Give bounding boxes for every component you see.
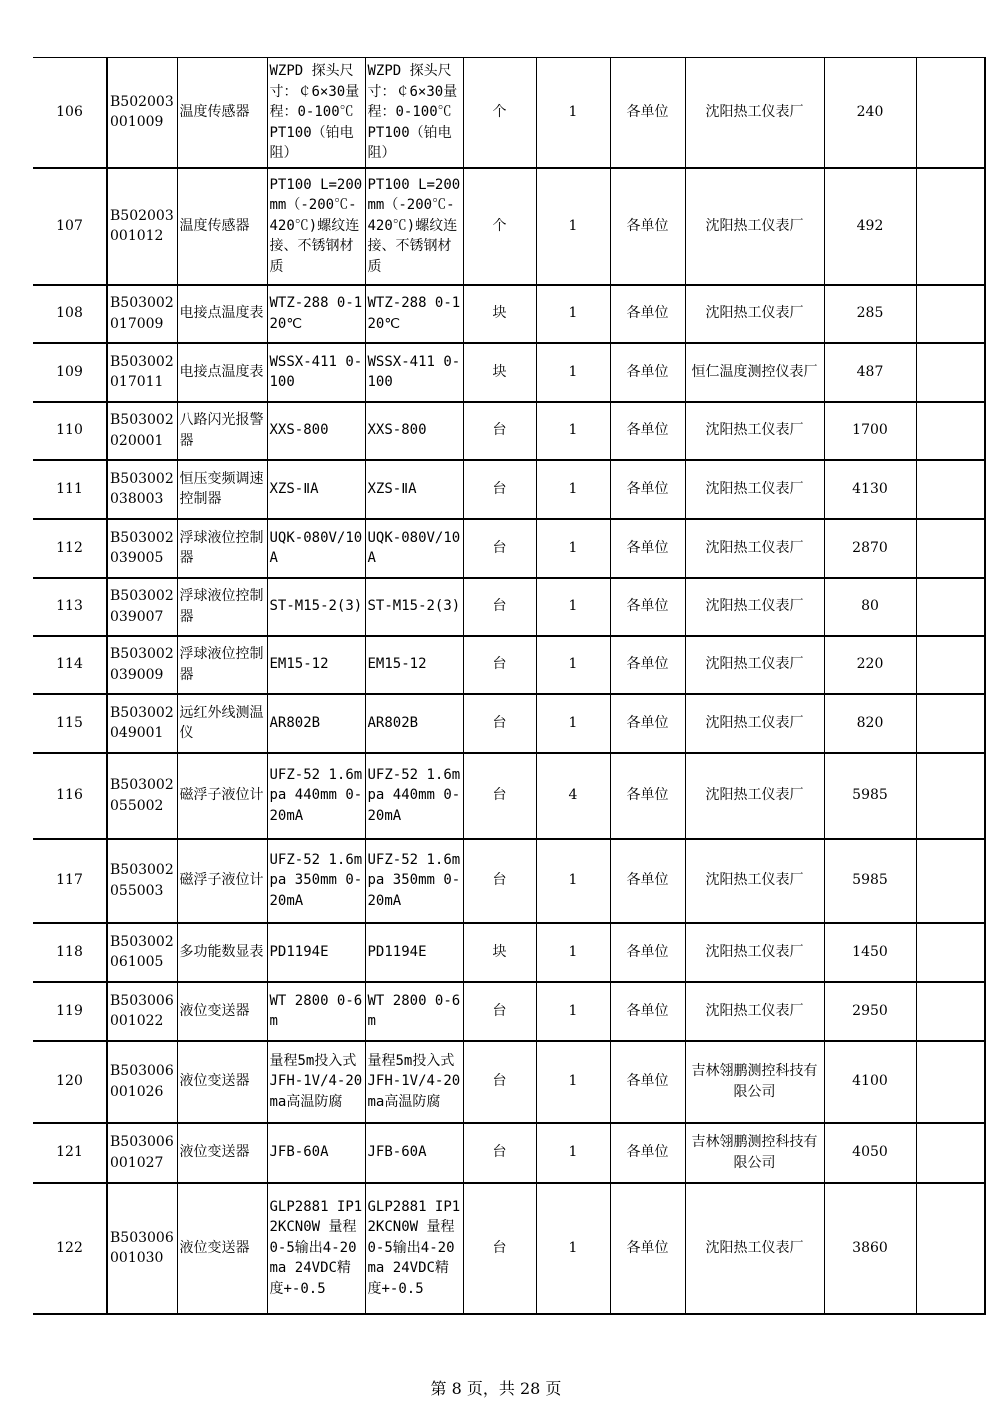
cell-name: 多功能数显表 [177,923,267,982]
cell-name: 磁浮子液位计 [177,839,267,923]
cell-blank [916,1123,985,1183]
cell-price: 2950 [824,982,916,1041]
cell-unit: 块 [463,285,536,343]
cell-unit: 台 [463,460,536,519]
cell-no: 106 [33,58,107,168]
table-row [33,1123,985,1183]
cell-unit: 个 [463,168,536,285]
cell-price: 240 [824,58,916,168]
cell-spec: WTZ-288 0-120℃ [267,285,365,343]
cell-dept: 各单位 [610,753,685,839]
table-row [33,519,985,578]
cell-qty: 1 [536,694,610,753]
cell-dept: 各单位 [610,460,685,519]
cell-spec2: UQK-080V/10A [365,519,463,578]
cell-price: 820 [824,694,916,753]
cell-qty: 1 [536,460,610,519]
cell-name: 液位变送器 [177,1183,267,1314]
cell-name: 浮球液位控制器 [177,636,267,694]
cell-qty: 1 [536,923,610,982]
table-row [33,58,985,168]
price-table [33,57,986,1315]
cell-no: 110 [33,402,107,460]
table-row [33,1041,985,1123]
cell-spec: WZPD 探头尺寸：￠6×30量程：0-100℃ PT100（铂电阻） [267,58,365,168]
cell-unit: 台 [463,636,536,694]
cell-dept: 各单位 [610,982,685,1041]
cell-maker: 沈阳热工仪表厂 [685,1183,824,1314]
table-row [33,694,985,753]
cell-code: B503006001027 [107,1123,177,1183]
cell-qty: 1 [536,982,610,1041]
cell-name: 浮球液位控制器 [177,519,267,578]
cell-spec2: UFZ-52 1.6mpa 350mm 0-20mA [365,839,463,923]
cell-qty: 1 [536,1041,610,1123]
table-row [33,460,985,519]
cell-dept: 各单位 [610,58,685,168]
cell-spec2: WT 2800 0-6m [365,982,463,1041]
cell-maker: 沈阳热工仪表厂 [685,58,824,168]
cell-spec2: WTZ-288 0-120℃ [365,285,463,343]
cell-maker: 沈阳热工仪表厂 [685,168,824,285]
cell-code: B503002020001 [107,402,177,460]
cell-price: 5985 [824,753,916,839]
cell-code: B503002055002 [107,753,177,839]
cell-spec: PT100 L=200mm（-200℃-420℃)螺纹连接、不锈钢材质 [267,168,365,285]
cell-spec: UFZ-52 1.6mpa 440mm 0-20mA [267,753,365,839]
cell-dept: 各单位 [610,1183,685,1314]
cell-unit: 台 [463,1183,536,1314]
cell-no: 113 [33,578,107,636]
cell-price: 4130 [824,460,916,519]
cell-blank [916,285,985,343]
cell-maker: 沈阳热工仪表厂 [685,402,824,460]
cell-maker: 吉林翎鹏测控科技有限公司 [685,1123,824,1183]
cell-price: 220 [824,636,916,694]
cell-blank [916,168,985,285]
cell-no: 122 [33,1183,107,1314]
cell-name: 液位变送器 [177,1123,267,1183]
cell-spec: UQK-080V/10A [267,519,365,578]
cell-qty: 4 [536,753,610,839]
cell-price: 4050 [824,1123,916,1183]
cell-no: 120 [33,1041,107,1123]
table-row [33,982,985,1041]
cell-maker: 沈阳热工仪表厂 [685,982,824,1041]
cell-spec: UFZ-52 1.6mpa 350mm 0-20mA [267,839,365,923]
table-row [33,923,985,982]
table-row [33,578,985,636]
cell-price: 1700 [824,402,916,460]
cell-code: B503006001030 [107,1183,177,1314]
cell-spec: PD1194E [267,923,365,982]
cell-price: 1450 [824,923,916,982]
cell-spec2: WSSX-411 0-100 [365,343,463,402]
cell-code: B503002017009 [107,285,177,343]
cell-maker: 沈阳热工仪表厂 [685,636,824,694]
cell-blank [916,636,985,694]
cell-maker: 沈阳热工仪表厂 [685,839,824,923]
cell-maker: 沈阳热工仪表厂 [685,285,824,343]
cell-code: B503002061005 [107,923,177,982]
cell-name: 电接点温度表 [177,343,267,402]
table-row [33,636,985,694]
cell-price: 4100 [824,1041,916,1123]
cell-no: 107 [33,168,107,285]
cell-qty: 1 [536,578,610,636]
cell-price: 3860 [824,1183,916,1314]
cell-name: 电接点温度表 [177,285,267,343]
cell-unit: 台 [463,519,536,578]
cell-blank [916,460,985,519]
cell-spec2: UFZ-52 1.6mpa 440mm 0-20mA [365,753,463,839]
cell-spec2: GLP2881 IP12KCN0W 量程0-5输出4-20ma 24VDC精度+-0.5 [365,1183,463,1314]
cell-dept: 各单位 [610,578,685,636]
cell-code: B503002039007 [107,578,177,636]
cell-code: B503002055003 [107,839,177,923]
cell-dept: 各单位 [610,168,685,285]
cell-blank [916,519,985,578]
cell-blank [916,1041,985,1123]
table-row [33,343,985,402]
cell-blank [916,923,985,982]
cell-qty: 1 [536,343,610,402]
cell-code: B503006001026 [107,1041,177,1123]
cell-unit: 台 [463,753,536,839]
cell-unit: 台 [463,1123,536,1183]
cell-blank [916,839,985,923]
cell-code: B503002038003 [107,460,177,519]
cell-blank [916,343,985,402]
cell-spec: JFB-60A [267,1123,365,1183]
cell-spec2: AR802B [365,694,463,753]
cell-qty: 1 [536,285,610,343]
cell-unit: 块 [463,343,536,402]
cell-blank [916,402,985,460]
table-row [33,402,985,460]
cell-no: 118 [33,923,107,982]
cell-spec: ST-M15-2(3) [267,578,365,636]
cell-maker: 沈阳热工仪表厂 [685,519,824,578]
cell-no: 116 [33,753,107,839]
cell-name: 磁浮子液位计 [177,753,267,839]
cell-name: 液位变送器 [177,982,267,1041]
table-row [33,1183,985,1314]
cell-qty: 1 [536,1183,610,1314]
cell-spec2: WZPD 探头尺寸：￠6×30量程：0-100℃ PT100（铂电阻） [365,58,463,168]
cell-no: 121 [33,1123,107,1183]
cell-spec2: EM15-12 [365,636,463,694]
cell-unit: 个 [463,58,536,168]
cell-maker: 沈阳热工仪表厂 [685,578,824,636]
cell-name: 温度传感器 [177,58,267,168]
cell-spec2: XZS-ⅡA [365,460,463,519]
cell-code: B503006001022 [107,982,177,1041]
page-footer: 第 8 页，共 28 页 [430,1379,562,1398]
cell-name: 远红外线测温仪 [177,694,267,753]
cell-spec: 量程5m投入式 JFH-1V/4-20ma高温防腐 [267,1041,365,1123]
cell-spec: GLP2881 IP12KCN0W 量程0-5输出4-20ma 24VDC精度+-0.5 [267,1183,365,1314]
cell-qty: 1 [536,58,610,168]
cell-dept: 各单位 [610,519,685,578]
cell-dept: 各单位 [610,402,685,460]
cell-maker: 沈阳热工仪表厂 [685,694,824,753]
cell-blank [916,1183,985,1314]
cell-no: 109 [33,343,107,402]
cell-price: 80 [824,578,916,636]
cell-unit: 台 [463,839,536,923]
cell-price: 487 [824,343,916,402]
cell-no: 115 [33,694,107,753]
cell-spec: EM15-12 [267,636,365,694]
cell-blank [916,753,985,839]
cell-name: 浮球液位控制器 [177,578,267,636]
cell-dept: 各单位 [610,923,685,982]
cell-blank [916,694,985,753]
cell-no: 111 [33,460,107,519]
cell-code: B503002039009 [107,636,177,694]
cell-spec: WSSX-411 0-100 [267,343,365,402]
cell-price: 492 [824,168,916,285]
cell-no: 108 [33,285,107,343]
cell-qty: 1 [536,636,610,694]
cell-unit: 台 [463,1041,536,1123]
cell-unit: 台 [463,402,536,460]
cell-qty: 1 [536,168,610,285]
cell-name: 恒压变频调速控制器 [177,460,267,519]
cell-maker: 沈阳热工仪表厂 [685,923,824,982]
cell-spec2: 量程5m投入式 JFH-1V/4-20ma高温防腐 [365,1041,463,1123]
cell-code: B503002039005 [107,519,177,578]
cell-dept: 各单位 [610,1123,685,1183]
cell-no: 114 [33,636,107,694]
cell-blank [916,578,985,636]
table-row [33,753,985,839]
cell-spec2: ST-M15-2(3) [365,578,463,636]
cell-price: 5985 [824,839,916,923]
cell-qty: 1 [536,402,610,460]
cell-dept: 各单位 [610,694,685,753]
cell-spec2: JFB-60A [365,1123,463,1183]
cell-code: B502003001009 [107,58,177,168]
cell-name: 液位变送器 [177,1041,267,1123]
cell-code: B503002017011 [107,343,177,402]
cell-spec2: PT100 L=200mm（-200℃-420℃)螺纹连接、不锈钢材质 [365,168,463,285]
cell-dept: 各单位 [610,839,685,923]
table-row [33,168,985,285]
cell-blank [916,982,985,1041]
cell-dept: 各单位 [610,343,685,402]
cell-unit: 台 [463,694,536,753]
cell-unit: 台 [463,578,536,636]
cell-price: 2870 [824,519,916,578]
cell-spec: WT 2800 0-6m [267,982,365,1041]
cell-code: B502003001012 [107,168,177,285]
table-row [33,285,985,343]
cell-no: 117 [33,839,107,923]
cell-qty: 1 [536,839,610,923]
cell-dept: 各单位 [610,636,685,694]
cell-maker: 沈阳热工仪表厂 [685,753,824,839]
cell-blank [916,58,985,168]
cell-spec2: XXS-800 [365,402,463,460]
cell-qty: 1 [536,1123,610,1183]
cell-no: 112 [33,519,107,578]
cell-maker: 沈阳热工仪表厂 [685,460,824,519]
cell-name: 八路闪光报警器 [177,402,267,460]
cell-maker: 吉林翎鹏测控科技有限公司 [685,1041,824,1123]
cell-unit: 块 [463,923,536,982]
cell-name: 温度传感器 [177,168,267,285]
cell-price: 285 [824,285,916,343]
cell-spec: XZS-ⅡA [267,460,365,519]
cell-maker: 恒仁温度测控仪表厂 [685,343,824,402]
cell-spec: AR802B [267,694,365,753]
cell-dept: 各单位 [610,1041,685,1123]
cell-spec2: PD1194E [365,923,463,982]
cell-dept: 各单位 [610,285,685,343]
cell-unit: 台 [463,982,536,1041]
cell-spec: XXS-800 [267,402,365,460]
table-row [33,839,985,923]
cell-no: 119 [33,982,107,1041]
cell-qty: 1 [536,519,610,578]
cell-code: B503002049001 [107,694,177,753]
